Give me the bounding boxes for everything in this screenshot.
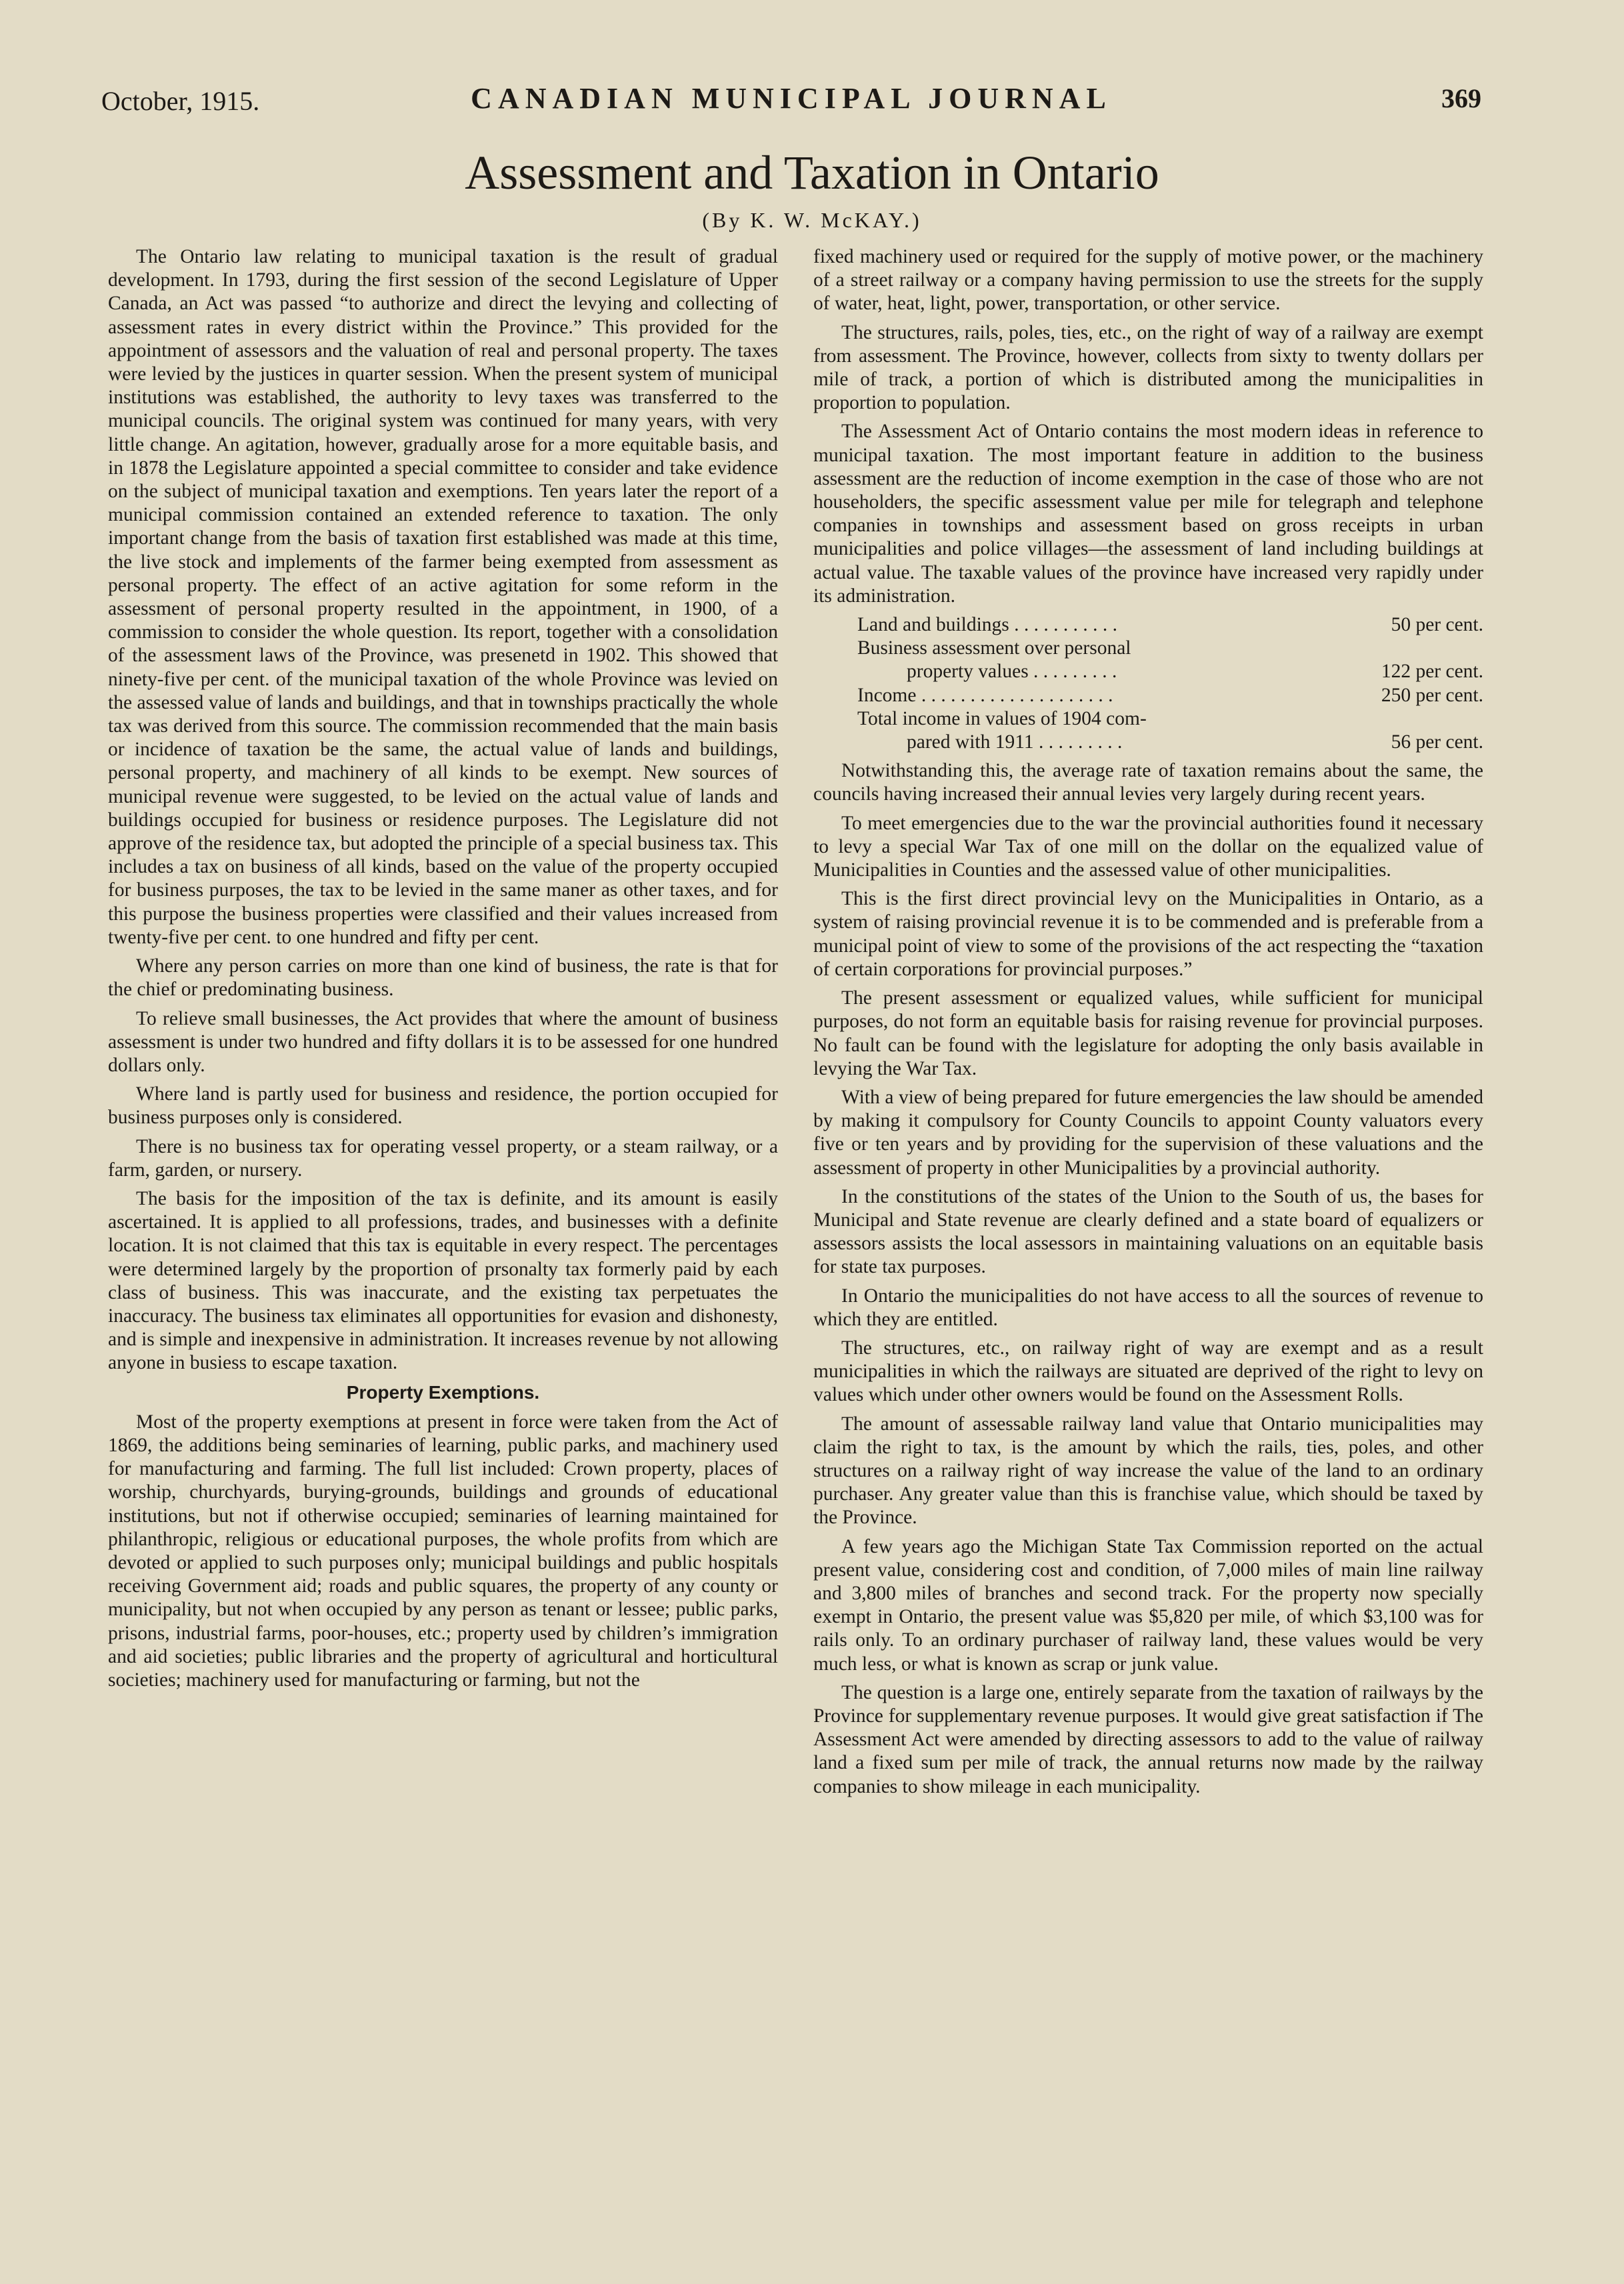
left-column [108,245,778,2232]
right-column [813,245,1483,2232]
statistics-table [813,613,1483,754]
stat-value: 122 per cent. [1381,661,1483,683]
paragraph: This is the first direct provincial levy on the Municipalities in Ontario, as a system of raising provincial revenue it is to be commended and is preferable from a municipal point of view to some of the provisions of the act respecting the “taxation of certain corporations for provincial purposes.” [813,888,1483,980]
paragraph: With a view of being prepared for future emergencies the law should be amended by making it compulsory for County Councils to appoint County valuators every five or ten years and by providing for the supervision of these valuations and the assessment of property in other Municipalities by a provincial authority. [813,1086,1483,1179]
paragraph: Where land is partly used for business and residence, the portion occupied for business purposes only is considered. [108,1083,778,1129]
stat-row [813,707,1483,731]
stat-row [813,613,1483,637]
paragraph: To relieve small businesses, the Act provides that where the amount of business assessment is under two hundred and fifty dollars it is to be assessed for one hundred dollars only. [108,1007,778,1076]
stat-value: 56 per cent. [1391,731,1483,753]
paragraph: Where any person carries on more than one kind of business, the rate is that for the chief or predominating business. [108,955,778,1001]
stat-row [813,660,1483,683]
stat-value: 50 per cent. [1391,614,1483,636]
stat-label: pared with 1911 . . . . . . . . . [907,731,1123,753]
stat-row [813,637,1483,660]
paragraph: In Ontario the municipalities do not have access to all the sources of revenue to which they are entitled. [813,1285,1483,1330]
paragraph: A few years ago the Michigan State Tax Commission reported on the actual present value, considering cost and condition, of 7,000 miles of main line railway and 3,800 miles of branches and second track. For the property now specially exempt in Ontario, the present value was $5,820 per mile, of which $3,100 was for rails only. To an ordinary purchaser of railway land, these values would be very much less, or what is known as scrap or junk value. [813,1535,1483,1675]
stat-row [813,731,1483,754]
stat-label: property values . . . . . . . . . [907,661,1117,683]
page-number: 369 [1441,83,1481,113]
paragraph: The Ontario law relating to municipal taxation is the result of gradual development. In 1793, during the first session of the second Legislature of Upper Canada, an Act was passed “to authorize and direct the levying and collecting of assessment rates in every district within the Province.” This provided for the appointment of assessors and the valuation of real and personal property. The taxes were levied by the justices in quarter session. When the present system of municipal institutions was established, the authority to levy taxes was transferred to the municipal councils. The original system was continued for many years, with very little change. An agitation, however, gradually arose for a more equitable basis, and in 1878 the Legislature appointed a special committee to consider and take evidence on the subject of municipal taxation and exemptions. Ten years later the report of a municipal commission contained an extended reference to taxation. The only important change from the basis of taxation first established was made at this time, the live stock and implements of the farmer being exempted from assessment as personal property. The effect of an active agitation for some reform in the assessment of personal property resulted in the appointment, in 1900, of a commission to consider the whole question. Its report, together with a consolidation of the assessment laws of the Province, was presenetd in 1902. This showed that ninety-five per cent. of the municipal taxation of the whole Province was levied on the assessed value of lands and buildings, and that in townships practically the whole tax was derived from this source. The commission recommended that the main basis or incidence of taxation be the same, the actual value of lands and buildings, personal property, and machinery of all kinds to be exempt. New sources of municipal revenue were suggested, to be levied on the actual value of lands and buildings occupied for business or residence purposes. The Legislature did not approve of the residence tax, but adopted the principle of a special business tax. This includes a tax on business of all kinds, based on the value of the property occupied for business purposes, the tax to be levied in the same maner as other taxes, and for this purpose the business properties were classified and their values increased from twenty-five per cent. to one hundred and fifty per cent. [108,246,778,948]
paragraph: There is no business tax for operating vessel property, or a steam railway, or a farm, garden, or nursery. [108,1135,778,1181]
section-subheading: Property Exemptions. [346,1381,540,1403]
paragraph: The Assessment Act of Ontario contains the most modern ideas in reference to municipal taxation. The most important feature in addition to the business assessment are the reduction of income exemption in the case of those who are not householders, the specific assessment value per mile for telegraph and telephone companies in townships and assessment based on gross receipts in urban municipalities and police villages—the assessment of land including buildings at actual value. The taxable values of the province have increased very rapidly under its administration. [813,421,1483,607]
stat-label: Land and buildings . . . . . . . . . . . [857,614,1118,636]
article-title: Assessment and Taxation in Ontario [465,146,1159,199]
stat-label: Business assessment over personal [857,637,1131,659]
stat-label: Total income in values of 1904 com- [857,707,1147,729]
article-byline: (By K. W. McKAY.) [702,208,922,232]
paragraph: The amount of assessable railway land value that Ontario municipalities may claim the right to tax, is the amount by which the rails, ties, poles, and other structures on a railway right of way increase the value of the land to an ordinary purchaser. Any greater value than this is franchise value, which should be taxed by the Province. [813,1413,1483,1529]
stat-value: 250 per cent. [1381,684,1483,706]
paragraph: In the constitutions of the states of the Union to the South of us, the bases for Municipal and State revenue are clearly defined and a state board of equalizers or assessors assists the local assessors in maintaining valuations on an equitable basis for state tax purposes. [813,1185,1483,1278]
paragraph: The basis for the imposition of the tax is definite, and its amount is easily ascertained. It is applied to all professions, trades, and businesses with a definite location. It is not claimed that this tax is equitable in every respect. The percentages were determined largely by the proportion of prsonalty tax formerly paid by each class of business. This was inaccurate, and the existing tax perpetuates the inaccuracy. The business tax eliminates all opportunities for evasion and dishonesty, and is simple and inexpensive in administration. It increases revenue by not allowing anyone in busiess to escape taxation. [108,1187,778,1374]
paragraph: Notwithstanding this, the average rate of taxation remains about the same, the councils having increased their annual levies very largely during recent years. [813,760,1483,805]
running-header [101,79,1481,119]
paragraph: The question is a large one, entirely separate from the taxation of railways by the Province for supplementary revenue purposes. It would give great satisfaction if The Assessment Act were amended by directing assessors to add to the value of railway land a fixed sum per mile of track, the annual returns now made by the railway companies to show mileage in each municipality. [813,1681,1483,1797]
paragraph: fixed machinery used or required for the supply of motive power, or the machinery of a street railway or a company having permission to use the streets for the supply of water, heat, light, power, transportation, or other service. [813,246,1483,315]
paragraph: The structures, rails, poles, ties, etc., on the right of way of a railway are exempt from assessment. The Province, however, collects from sixty to twenty dollars per mile of track, a portion of which is distributed among the municipalities in proportion to population. [813,321,1483,414]
issue-date: October, 1915. [101,86,260,116]
paragraph: Most of the property exemptions at present in force were taken from the Act of 1869, the additions being seminaries of learning, public parks, and machinery used for manufacturing and farming. The full list included: Crown property, places of worship, churchyards, burying-grounds, buildings and grounds of educational institutions, but not if otherwise occupied; seminaries of learning maintained for philanthropic, religious or educational purposes, the whole profits from which are devoted or applied to such purposes only; municipal buildings and public hospitals receiving Government aid; roads and public squares, the property of any county or municipality, but not when occupied by any person as tenant or lessee; public parks, prisons, industrial farms, poor-houses, etc.; property used by children’s immigration and aid societies; public libraries and the property of agricultural and horticultural societies; machinery used for manufacturing or farming, but not the [108,1411,778,1691]
paragraph: The present assessment or equalized values, while sufficient for municipal purposes, do not form an equitable basis for raising revenue for provincial purposes. No fault can be found with the legislature for adopting the only basis available in levying the War Tax. [813,987,1483,1079]
paragraph: The structures, etc., on railway right of way are exempt and as a result municipalities in which the railways are situated are deprived of the right to levy on values which under other owners would be found on the Assessment Rolls. [813,1337,1483,1406]
paragraph: To meet emergencies due to the war the provincial authorities found it necessary to levy a special War Tax of one mill on the dollar on the equalized value of Municipalities in Counties and the assessed value of other municipalities. [813,812,1483,881]
journal-title: CANADIAN MUNICIPAL JOURNAL [471,82,1112,115]
stat-row [813,684,1483,707]
stat-label: Income . . . . . . . . . . . . . . . . . . . . [857,684,1113,706]
